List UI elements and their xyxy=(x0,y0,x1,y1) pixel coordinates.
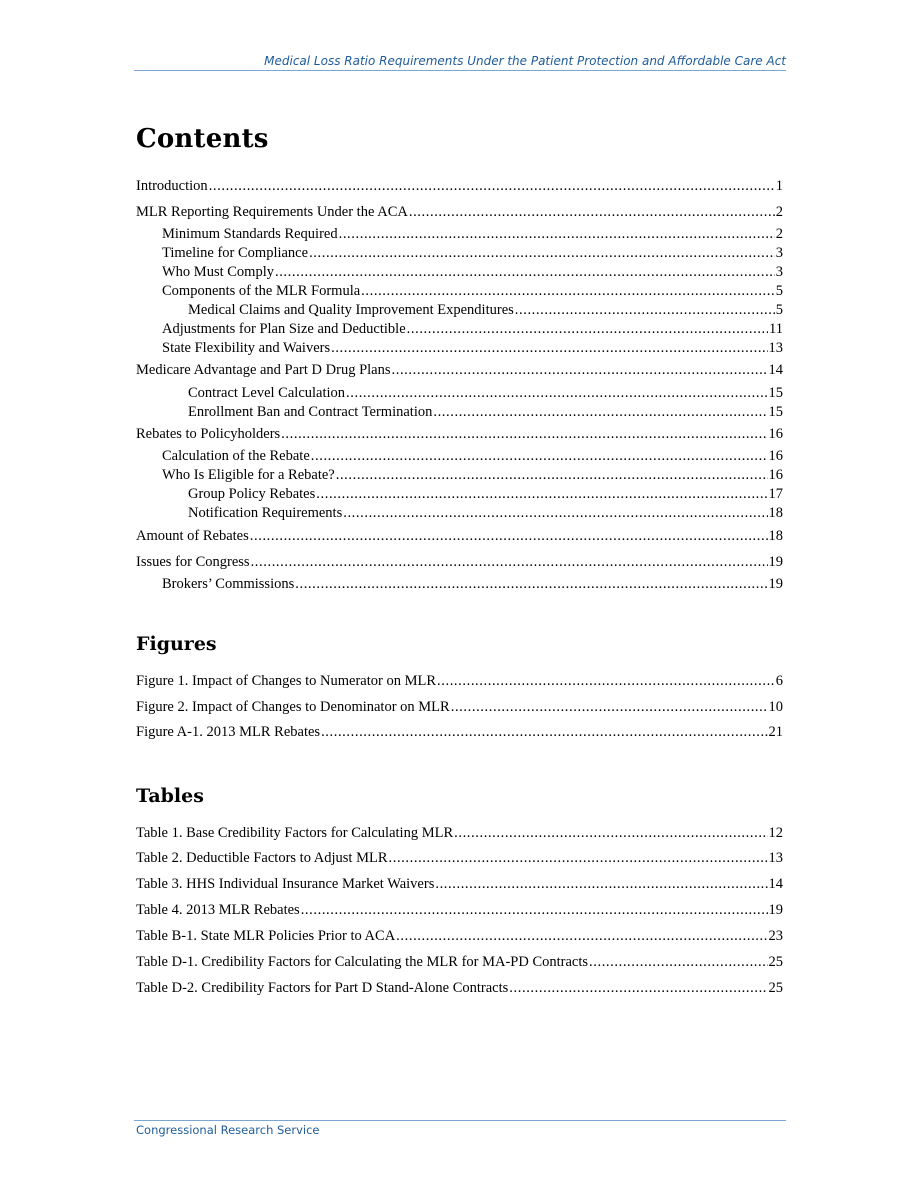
toc-entry-page: 5 xyxy=(775,302,783,318)
toc-entry-page: 2 xyxy=(775,204,783,220)
toc-entry-label: Enrollment Ban and Contract Termination xyxy=(188,404,433,420)
toc-entry-label: State Flexibility and Waivers xyxy=(162,340,331,356)
dot-leader xyxy=(454,824,767,842)
dot-leader xyxy=(396,927,767,945)
toc-entry-label: Calculation of the Rebate xyxy=(162,448,310,464)
toc-entry-page: 18 xyxy=(768,528,783,544)
toc-entry-label: Group Policy Rebates xyxy=(188,486,316,502)
table-entry-page: 25 xyxy=(768,980,783,996)
dot-leader xyxy=(339,225,775,243)
table-entry-page: 23 xyxy=(768,928,783,944)
toc-entry-mlr-reporting[interactable] xyxy=(136,203,783,221)
running-header: Medical Loss Ratio Requirements Under the Patient Protection and Affordable Care Act xyxy=(264,54,786,68)
toc-entry-label: Introduction xyxy=(136,178,208,194)
dot-leader xyxy=(281,425,767,443)
toc-entry-contract-level[interactable] xyxy=(136,384,783,402)
toc-entry-page: 1 xyxy=(775,178,783,194)
toc-entry-components[interactable] xyxy=(136,282,783,300)
dot-leader xyxy=(343,504,767,522)
toc-entry-label: Rebates to Policyholders xyxy=(136,426,281,442)
table-entry-page: 14 xyxy=(768,876,783,892)
toc-entry-label: Who Is Eligible for a Rebate? xyxy=(162,467,335,483)
dot-leader xyxy=(251,553,768,571)
dot-leader xyxy=(316,485,767,503)
dot-leader xyxy=(309,244,775,262)
toc-entry-label: Who Must Comply xyxy=(162,264,274,280)
toc-entry-label: Adjustments for Plan Size and Deductible xyxy=(162,321,406,337)
dot-leader xyxy=(437,672,775,690)
table-entry[interactable] xyxy=(136,953,783,971)
figure-entry[interactable] xyxy=(136,723,783,741)
toc-entry-timeline[interactable] xyxy=(136,244,783,262)
table-entry-page: 12 xyxy=(768,825,783,841)
dot-leader xyxy=(346,384,767,402)
dot-leader xyxy=(209,177,775,195)
toc-entry-page: 18 xyxy=(768,505,783,521)
dot-leader xyxy=(250,527,768,545)
dot-leader xyxy=(295,575,767,593)
figure-entry-label: Figure 1. Impact of Changes to Numerator on MLR xyxy=(136,673,437,689)
table-entry-page: 25 xyxy=(768,954,783,970)
dot-leader xyxy=(451,698,768,716)
table-entry-label: Table 4. 2013 MLR Rebates xyxy=(136,902,300,918)
toc-entry-label: Notification Requirements xyxy=(188,505,343,521)
table-entry-page: 13 xyxy=(768,850,783,866)
table-entry-label: Table 3. HHS Individual Insurance Market Waivers xyxy=(136,876,435,892)
toc-entry-page: 16 xyxy=(768,448,783,464)
footer-organization: Congressional Research Service xyxy=(136,1123,320,1137)
toc-entry-adjustments[interactable] xyxy=(136,320,783,338)
toc-entry-label: Issues for Congress xyxy=(136,554,250,570)
toc-entry-introduction[interactable] xyxy=(136,177,783,195)
toc-entry-page: 17 xyxy=(768,486,783,502)
toc-entry-minimum-standards[interactable] xyxy=(136,225,783,243)
dot-leader xyxy=(275,263,775,281)
table-entry[interactable] xyxy=(136,824,783,842)
dot-leader xyxy=(321,723,767,741)
toc-entry-label: Brokers’ Commissions xyxy=(162,576,295,592)
dot-leader xyxy=(301,901,768,919)
dot-leader xyxy=(361,282,775,300)
toc-entry-group-policy[interactable] xyxy=(136,485,783,503)
figure-entry[interactable] xyxy=(136,672,783,690)
dot-leader xyxy=(515,301,775,319)
dot-leader xyxy=(392,361,768,379)
dot-leader xyxy=(433,403,767,421)
figure-entry-page: 10 xyxy=(768,699,783,715)
table-entry-label: Table 2. Deductible Factors to Adjust MLR xyxy=(136,850,388,866)
toc-entry-amount-rebates[interactable] xyxy=(136,527,783,545)
table-entry[interactable] xyxy=(136,875,783,893)
toc-entry-label: Medicare Advantage and Part D Drug Plans xyxy=(136,362,391,378)
toc-entry-enrollment-ban[interactable] xyxy=(136,403,783,421)
figure-entry-page: 6 xyxy=(775,673,783,689)
toc-entry-label: MLR Reporting Requirements Under the ACA xyxy=(136,204,408,220)
toc-entry-label: Contract Level Calculation xyxy=(188,385,346,401)
contents-title: Contents xyxy=(136,124,269,154)
table-entry-label: Table 1. Base Credibility Factors for Calculating MLR xyxy=(136,825,454,841)
figure-entry[interactable] xyxy=(136,698,783,716)
toc-entry-medicare-advantage[interactable] xyxy=(136,361,783,379)
toc-entry-page: 16 xyxy=(768,426,783,442)
toc-entry-page: 3 xyxy=(775,245,783,261)
table-entry[interactable] xyxy=(136,849,783,867)
figure-entry-page: 21 xyxy=(768,724,783,740)
dot-leader xyxy=(509,979,767,997)
table-entry-label: Table B-1. State MLR Policies Prior to ACA xyxy=(136,928,396,944)
header-divider xyxy=(134,70,786,71)
toc-entry-page: 2 xyxy=(775,226,783,242)
toc-entry-who-eligible[interactable] xyxy=(136,466,783,484)
toc-entry-notification[interactable] xyxy=(136,504,783,522)
dot-leader xyxy=(389,849,768,867)
toc-entry-page: 3 xyxy=(775,264,783,280)
toc-entry-page: 5 xyxy=(775,283,783,299)
toc-entry-page: 13 xyxy=(768,340,783,356)
dot-leader xyxy=(331,339,767,357)
toc-entry-label: Medical Claims and Quality Improvement Expenditures xyxy=(188,302,514,318)
dot-leader xyxy=(589,953,767,971)
toc-entry-label: Timeline for Compliance xyxy=(162,245,309,261)
toc-entry-page: 15 xyxy=(768,385,783,401)
figure-entry-label: Figure 2. Impact of Changes to Denominator on MLR xyxy=(136,699,450,715)
toc-entry-page: 14 xyxy=(768,362,783,378)
toc-entry-label: Minimum Standards Required xyxy=(162,226,338,242)
toc-entry-medical-claims[interactable] xyxy=(136,301,783,319)
toc-entry-brokers[interactable] xyxy=(136,575,783,593)
dot-leader xyxy=(407,320,768,338)
toc-entry-label: Components of the MLR Formula xyxy=(162,283,361,299)
toc-entry-calculation-rebate[interactable] xyxy=(136,447,783,465)
toc-entry-issues-congress[interactable] xyxy=(136,553,783,571)
toc-entry-page: 19 xyxy=(768,576,783,592)
table-entry[interactable] xyxy=(136,927,783,945)
toc-entry-page: 19 xyxy=(768,554,783,570)
table-entry-label: Table D-1. Credibility Factors for Calculating the MLR for MA-PD Contracts xyxy=(136,954,589,970)
figures-title: Figures xyxy=(136,633,217,655)
dot-leader xyxy=(409,203,775,221)
toc-entry-who-must-comply[interactable] xyxy=(136,263,783,281)
toc-entry-page: 15 xyxy=(768,404,783,420)
table-entry[interactable] xyxy=(136,979,783,997)
footer-divider xyxy=(134,1120,786,1121)
dot-leader xyxy=(336,466,768,484)
tables-title: Tables xyxy=(136,785,204,807)
table-entry[interactable] xyxy=(136,901,783,919)
toc-entry-page: 11 xyxy=(769,321,783,337)
toc-entry-state-flexibility[interactable] xyxy=(136,339,783,357)
dot-leader xyxy=(311,447,768,465)
table-entry-label: Table D-2. Credibility Factors for Part D Stand-Alone Contracts xyxy=(136,980,509,996)
table-entry-page: 19 xyxy=(768,902,783,918)
dot-leader xyxy=(435,875,767,893)
toc-entry-page: 16 xyxy=(768,467,783,483)
toc-entry-label: Amount of Rebates xyxy=(136,528,249,544)
toc-entry-rebates-policyholders[interactable] xyxy=(136,425,783,443)
figure-entry-label: Figure A-1. 2013 MLR Rebates xyxy=(136,724,321,740)
